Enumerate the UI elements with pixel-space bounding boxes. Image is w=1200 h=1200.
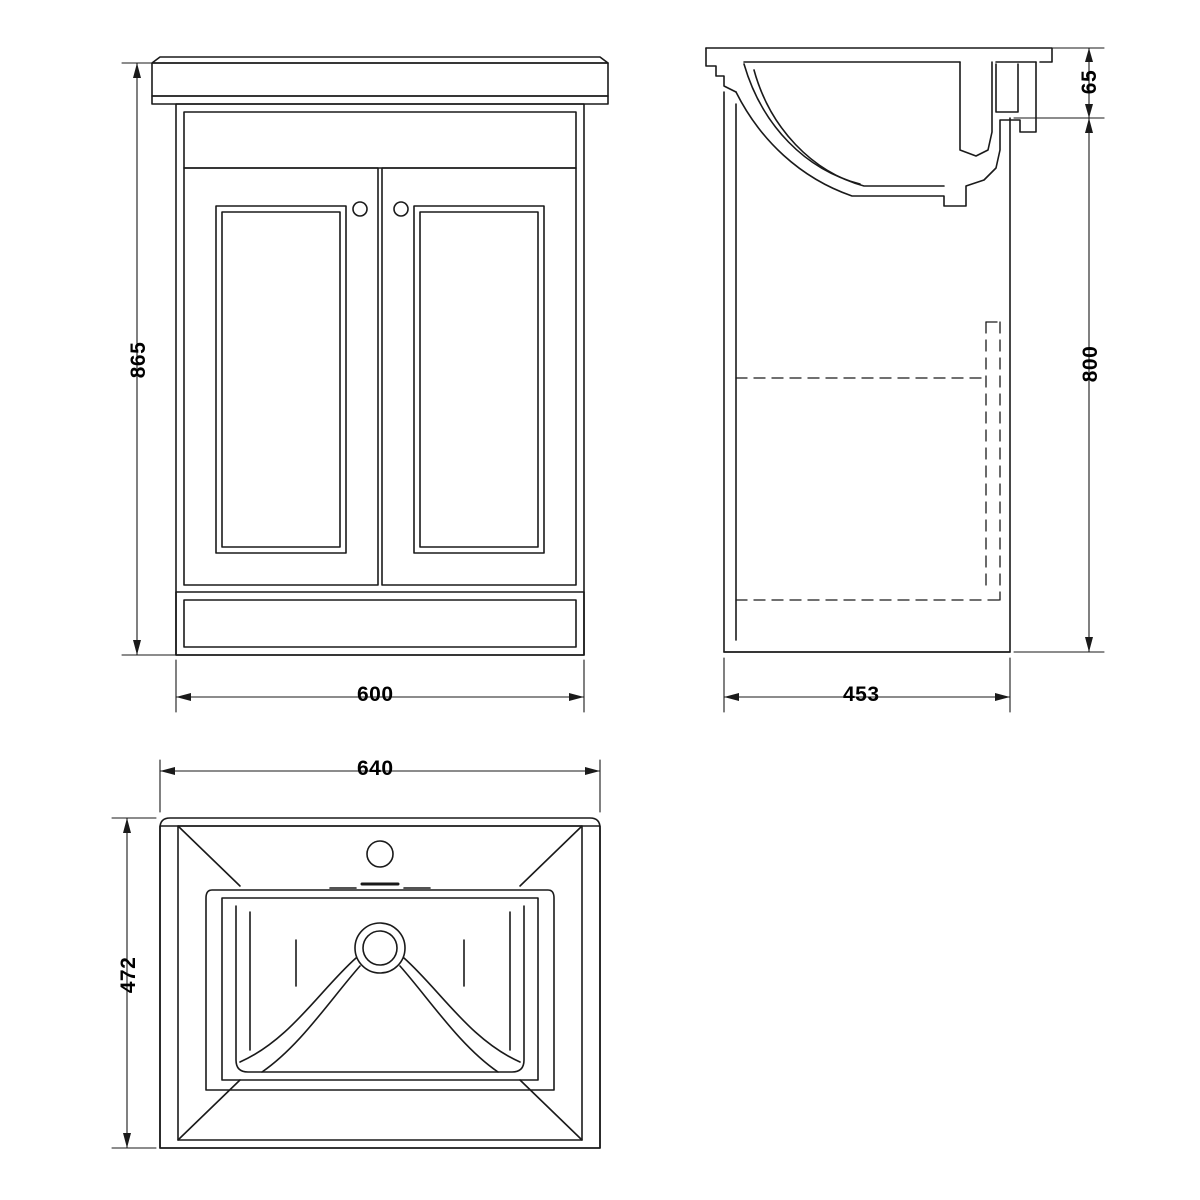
front-countertop [152, 63, 608, 96]
plan-basin-outline [160, 826, 600, 1148]
plan-width-label: 640 [357, 757, 394, 780]
front-height-arrow-bottom [133, 640, 141, 655]
front-height-label: 865 [127, 341, 150, 379]
plan-slope-right-2 [400, 966, 498, 1072]
side-basin-top-edge [706, 48, 1052, 62]
side-basin-overflow [996, 64, 1018, 112]
front-cabinet-body [176, 104, 584, 655]
front-plinth [176, 592, 584, 655]
front-countertop-bevel [152, 57, 608, 63]
side-hidden-lines [736, 322, 1000, 600]
plan-drain-inner [363, 931, 397, 965]
front-width-arrow-left [176, 693, 191, 701]
front-countertop-edge [152, 96, 608, 104]
side-basin-front-wall [960, 62, 992, 156]
front-plinth-inner [184, 600, 576, 647]
plan-bevel-bottom-left [178, 1080, 240, 1140]
side-cabinet-outline [724, 92, 1010, 652]
front-height-arrow-top [133, 63, 141, 78]
plan-bowl-opening [206, 890, 554, 1090]
plan-basin-rim-inner [178, 826, 582, 1140]
side-453-arrow-right [995, 693, 1010, 701]
front-door-right-panel [414, 206, 544, 553]
side-top-label: 65 [1078, 69, 1101, 95]
front-elevation-view [152, 57, 608, 655]
plan-bevel-top-right [520, 826, 582, 886]
plan-640-arrow-left [160, 767, 175, 775]
plan-bevel-top-left [178, 826, 240, 886]
plan-472-arrow-top [123, 818, 131, 833]
side-depth-label: 453 [843, 683, 880, 706]
plan-tap-hole [367, 841, 393, 867]
front-top-rail [184, 112, 576, 168]
side-basin-back-profile [706, 48, 736, 92]
front-door-left-panel-inner [222, 212, 340, 547]
door-knob-right [394, 202, 408, 216]
side-800-arrow-top [1085, 118, 1093, 133]
plan-bowl-opening-inner [222, 898, 538, 1080]
plan-640-arrow-right [585, 767, 600, 775]
side-800-arrow-bottom [1085, 637, 1093, 652]
plan-slope-right [404, 958, 520, 1062]
side-453-arrow-left [724, 693, 739, 701]
door-knob-left [353, 202, 367, 216]
front-door-left [184, 168, 378, 585]
plan-view [160, 818, 600, 1148]
front-door-left-panel [216, 206, 346, 553]
plan-slope-left-2 [262, 966, 360, 1072]
plan-472-arrow-bottom [123, 1133, 131, 1148]
side-height-label: 800 [1079, 345, 1102, 383]
front-door-right [382, 168, 576, 585]
plan-slope-left [240, 958, 356, 1062]
side-65-arrow-top [1085, 48, 1093, 62]
front-door-right-panel-inner [420, 212, 538, 547]
side-basin-bowl-inner [754, 70, 944, 186]
front-width-label: 600 [357, 683, 394, 706]
plan-bevel-bottom-right [520, 1080, 582, 1140]
side-65-arrow-bottom [1085, 104, 1093, 118]
front-width-arrow-right [569, 693, 584, 701]
plan-depth-label: 472 [117, 956, 140, 994]
side-basin-bowl-rim [744, 64, 860, 184]
